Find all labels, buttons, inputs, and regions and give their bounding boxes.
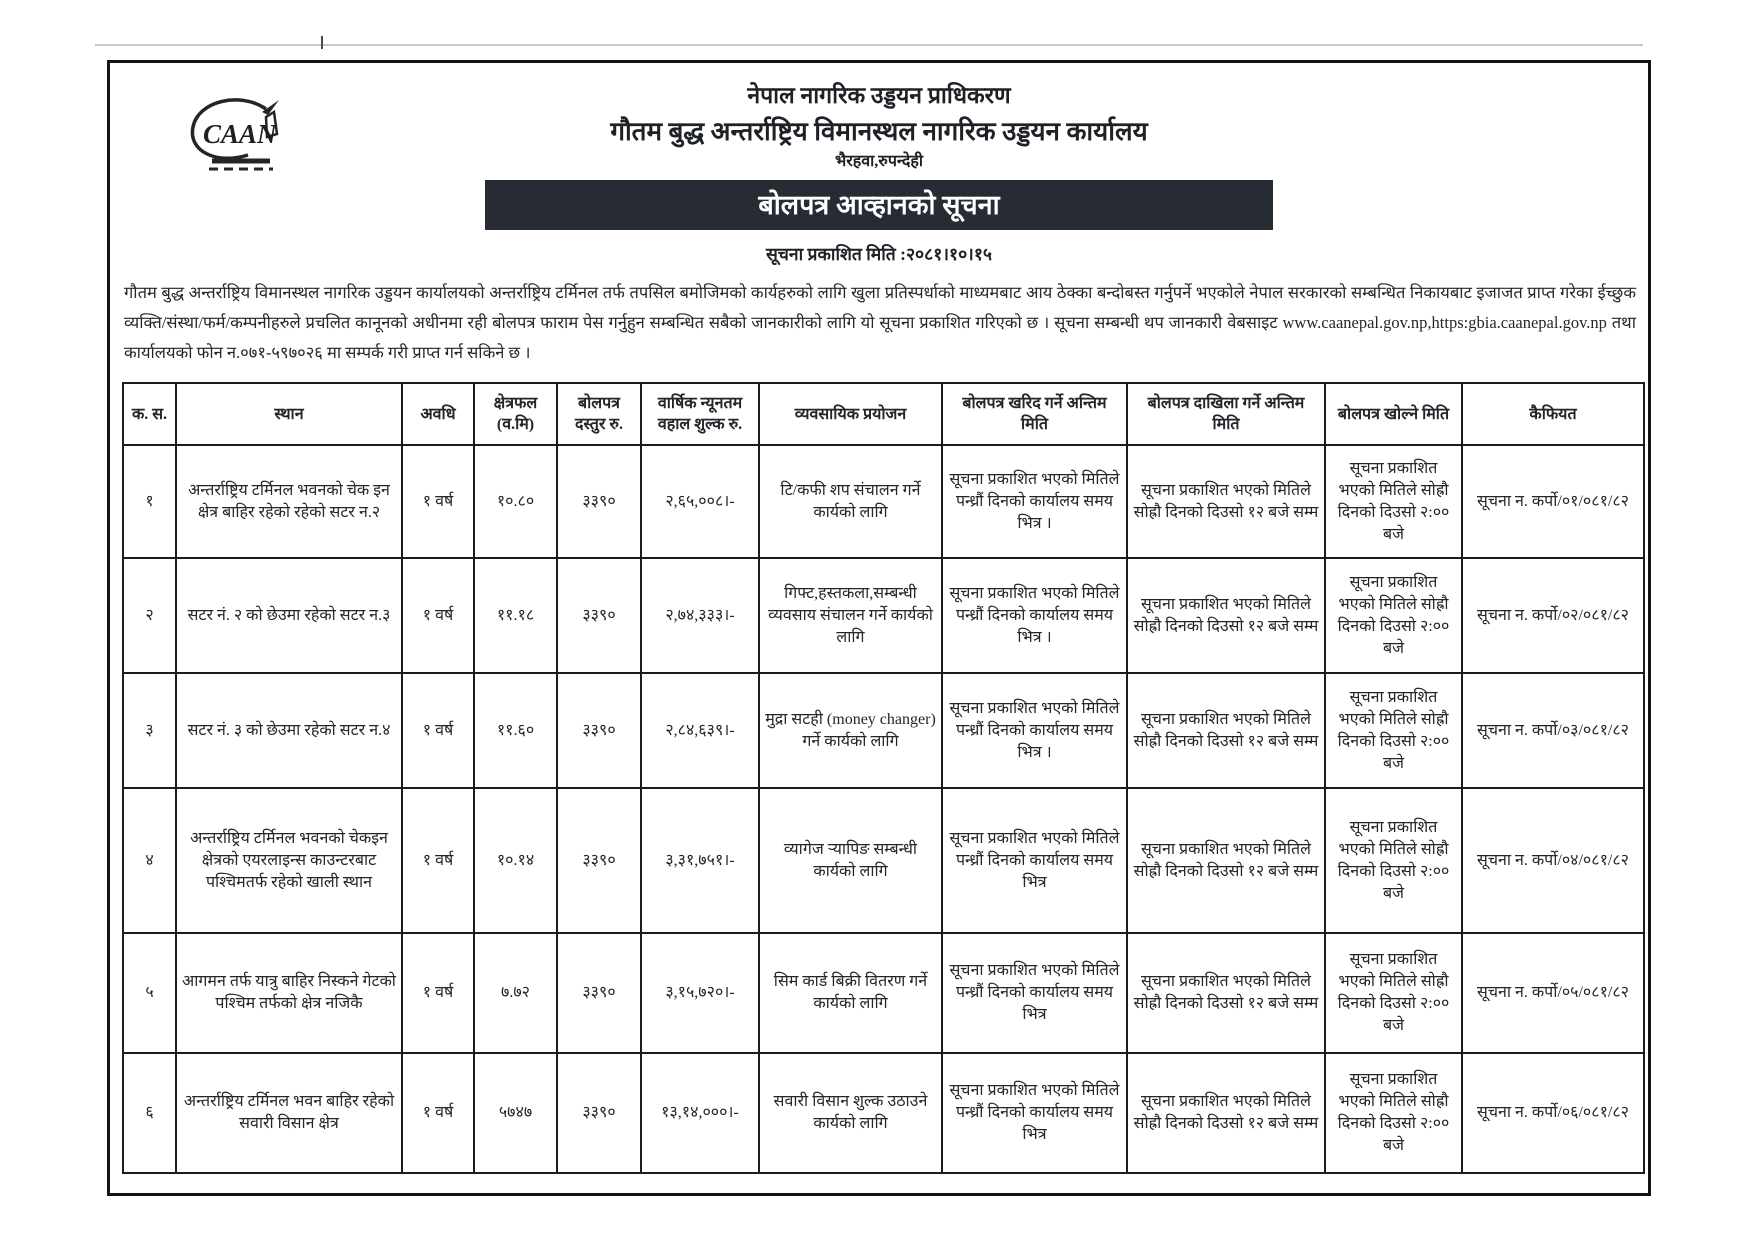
cell-remarks: सूचना न. कर्पो/०५/०८१/८२ bbox=[1462, 933, 1644, 1053]
cell-duration: १ वर्ष bbox=[402, 673, 474, 788]
col-header-duration: अवधि bbox=[402, 383, 474, 445]
cell-sn: ६ bbox=[123, 1053, 176, 1173]
cell-purpose: सिम कार्ड बिक्री वितरण गर्ने कार्यको लागि bbox=[759, 933, 942, 1053]
cell-submission-deadline: सूचना प्रकाशित भएको मितिले सोह्रौ दिनको दिउसो १२ बजे सम्म bbox=[1127, 673, 1325, 788]
cell-purchase-deadline: सूचना प्रकाशित भएको मितिले पन्ध्रौं दिनको कार्यालय समय भित्र । bbox=[942, 673, 1127, 788]
cell-opening-date: सूचना प्रकाशित भएको मितिले सोह्रौ दिनको दिउसो २:०० बजे bbox=[1325, 673, 1462, 788]
cell-sn: ५ bbox=[123, 933, 176, 1053]
table-row bbox=[123, 445, 1644, 558]
office-name: गौतम बुद्ध अन्तर्राष्ट्रिय विमानस्थल नागरिक उड्डयन कार्यालय bbox=[610, 117, 1148, 146]
cell-area: ७.७२ bbox=[474, 933, 557, 1053]
cell-annual-rent: २,६५,००८।- bbox=[641, 445, 759, 558]
svg-text:CAAN: CAAN bbox=[203, 119, 277, 149]
cell-area: १०.१४ bbox=[474, 788, 557, 933]
cell-remarks: सूचना न. कर्पो/०३/०८१/८२ bbox=[1462, 673, 1644, 788]
cell-annual-rent: २,७४,३३३।- bbox=[641, 558, 759, 673]
cell-submission-deadline: सूचना प्रकाशित भएको मितिले सोह्रौ दिनको दिउसो १२ बजे सम्म bbox=[1127, 445, 1325, 558]
table-row bbox=[123, 558, 1644, 673]
cell-opening-date: सूचना प्रकाशित भएको मितिले सोह्रौ दिनको दिउसो २:०० बजे bbox=[1325, 933, 1462, 1053]
cell-location: सटर नं. २ को छेउमा रहेको सटर न.३ bbox=[176, 558, 402, 673]
cell-location: सटर नं. ३ को छेउमा रहेको सटर न.४ bbox=[176, 673, 402, 788]
cell-purchase-deadline: सूचना प्रकाशित भएको मितिले पन्ध्रौं दिनको कार्यालय समय भित्र bbox=[942, 1053, 1127, 1173]
cell-opening-date: सूचना प्रकाशित भएको मितिले सोह्रौ दिनको दिउसो २:०० बजे bbox=[1325, 558, 1462, 673]
cell-location: अन्तर्राष्ट्रिय टर्मिनल भवन बाहिर रहेको सवारी विसान क्षेत्र bbox=[176, 1053, 402, 1173]
cell-opening-date: सूचना प्रकाशित भएको मितिले सोह्रौ दिनको दिउसो २:०० बजे bbox=[1325, 445, 1462, 558]
cell-remarks: सूचना न. कर्पो/०२/०८१/८२ bbox=[1462, 558, 1644, 673]
office-location: भैरहवा,रुपन्देही bbox=[834, 153, 924, 170]
notice-title-banner: बोलपत्र आव्हानको सूचना bbox=[485, 180, 1273, 230]
cell-fee: ३३९० bbox=[557, 673, 641, 788]
cell-purpose: गिफ्ट,हस्तकला,सम्बन्धी व्यवसाय संचालन गर्ने कार्यको लागि bbox=[759, 558, 942, 673]
cell-sn: २ bbox=[123, 558, 176, 673]
cell-purchase-deadline: सूचना प्रकाशित भएको मितिले पन्ध्रौं दिनको कार्यालय समय भित्र bbox=[942, 933, 1127, 1053]
table-row bbox=[123, 933, 1644, 1053]
cell-submission-deadline: सूचना प्रकाशित भएको मितिले सोह्रौ दिनको दिउसो १२ बजे सम्म bbox=[1127, 788, 1325, 933]
cell-purpose: टि/कफी शप संचालन गर्ने कार्यको लागि bbox=[759, 445, 942, 558]
cell-area: ११.६० bbox=[474, 673, 557, 788]
cell-purpose: सवारी विसान शुल्क उठाउने कार्यको लागि bbox=[759, 1053, 942, 1173]
cell-remarks: सूचना न. कर्पो/०१/०८१/८२ bbox=[1462, 445, 1644, 558]
col-header-location: स्थान bbox=[176, 383, 402, 445]
table-row bbox=[123, 1053, 1644, 1173]
col-header-purchase-deadline: बोलपत्र खरिद गर्ने अन्तिम मिति bbox=[942, 383, 1127, 445]
caan-logo-graphic bbox=[182, 93, 304, 181]
cell-duration: १ वर्ष bbox=[402, 445, 474, 558]
notice-body-paragraph: गौतम बुद्ध अन्तर्राष्ट्रिय विमानस्थल नागरिक उड्डयन कार्यालयको अन्तर्राष्ट्रिय टर्मिनल तर्फ तपसिल बमोजिमको कार्यहरुको लागि खुला प्रतिस्पर्धाको माध्यमबाट आय ठेक्का बन्दोबस्त गर्नुपर्ने भएकोले नेपाल सरकारको सम्बन्धित निकायबाट इजाजत प्राप्त गरेका ईच्छुक व्यक्ति/संस्था/फर्म/कम्पनीहरुले प्रचलित कानूनको अधीनमा रही बोलपत्र फाराम पेस गर्नुहुन सम्बन्धित सबैको जानकारीको लागि यो सूचना प्रकाशित गरिएको छ । सूचना सम्बन्धी थप जानकारी वेबसाइट www.caanepal.gov.np,https:gbia.caanepal.gov.np तथा कार्यालयको फोन न.०७१-५९७०२६ मा सम्पर्क गरी प्राप्त गर्न सकिने छ । bbox=[124, 283, 1636, 362]
cell-area: ११.१८ bbox=[474, 558, 557, 673]
cell-location: अन्तर्राष्ट्रिय टर्मिनल भवनको चेकइन क्षेत्रको एयरलाइन्स काउन्टरबाट पश्चिमतर्फ रहेको खाली स्थान bbox=[176, 788, 402, 933]
cell-annual-rent: ३,३१,७५१।- bbox=[641, 788, 759, 933]
col-header-sn: क. स. bbox=[123, 383, 176, 445]
cell-submission-deadline: सूचना प्रकाशित भएको मितिले सोह्रौ दिनको दिउसो १२ बजे सम्म bbox=[1127, 933, 1325, 1053]
cell-annual-rent: २,८४,६३९।- bbox=[641, 673, 759, 788]
cell-remarks: सूचना न. कर्पो/०६/०८१/८२ bbox=[1462, 1053, 1644, 1173]
cell-duration: १ वर्ष bbox=[402, 788, 474, 933]
cell-remarks: सूचना न. कर्पो/०४/०८१/८२ bbox=[1462, 788, 1644, 933]
cell-opening-date: सूचना प्रकाशित भएको मितिले सोह्रौ दिनको दिउसो २:०० बजे bbox=[1325, 788, 1462, 933]
col-header-submission-deadline: बोलपत्र दाखिला गर्ने अन्तिम मिति bbox=[1127, 383, 1325, 445]
cell-sn: ४ bbox=[123, 788, 176, 933]
cell-fee: ३३९० bbox=[557, 788, 641, 933]
cell-fee: ३३९० bbox=[557, 1053, 641, 1173]
published-date-line: सूचना प्रकाशित मिति :२०८१।१०।१५ bbox=[765, 244, 993, 264]
cell-sn: १ bbox=[123, 445, 176, 558]
notice-document bbox=[107, 60, 1651, 1196]
table-row bbox=[123, 673, 1644, 788]
col-header-area: क्षेत्रफल (व.मि) bbox=[474, 383, 557, 445]
cell-purpose: व्यागेज र्‍यापिङ सम्बन्धी कार्यको लागि bbox=[759, 788, 942, 933]
cell-purchase-deadline: सूचना प्रकाशित भएको मितिले पन्ध्रौं दिनको कार्यालय समय भित्र bbox=[942, 788, 1127, 933]
col-header-opening-date: बोलपत्र खोल्ने मिति bbox=[1325, 383, 1462, 445]
cell-purpose: मुद्रा सटही (money changer) गर्ने कार्यको लागि bbox=[759, 673, 942, 788]
cell-duration: १ वर्ष bbox=[402, 1053, 474, 1173]
cell-location: अन्तर्राष्ट्रिय टर्मिनल भवनको चेक इन क्षेत्र बाहिर रहेको रहेको सटर न.२ bbox=[176, 445, 402, 558]
scan-artifact-tick bbox=[321, 36, 323, 49]
cell-fee: ३३९० bbox=[557, 933, 641, 1053]
table-header-row bbox=[123, 383, 1644, 445]
organization-name: नेपाल नागरिक उड्डयन प्राधिकरण bbox=[747, 83, 1011, 108]
cell-area: १०.८० bbox=[474, 445, 557, 558]
cell-purchase-deadline: सूचना प्रकाशित भएको मितिले पन्ध्रौं दिनको कार्यालय समय भित्र । bbox=[942, 558, 1127, 673]
caan-logo bbox=[182, 93, 304, 181]
cell-submission-deadline: सूचना प्रकाशित भएको मितिले सोह्रौ दिनको दिउसो १२ बजे सम्म bbox=[1127, 558, 1325, 673]
tender-table bbox=[122, 382, 1645, 1174]
cell-area: ५७४७ bbox=[474, 1053, 557, 1173]
scan-artifact-topline bbox=[95, 44, 1643, 46]
cell-annual-rent: ३,१५,७२०।- bbox=[641, 933, 759, 1053]
col-header-fee: बोलपत्र दस्तुर रु. bbox=[557, 383, 641, 445]
cell-fee: ३३९० bbox=[557, 445, 641, 558]
cell-annual-rent: १३,१४,०००।- bbox=[641, 1053, 759, 1173]
cell-sn: ३ bbox=[123, 673, 176, 788]
col-header-remarks: कैफियत bbox=[1462, 383, 1644, 445]
cell-fee: ३३९० bbox=[557, 558, 641, 673]
cell-purchase-deadline: सूचना प्रकाशित भएको मितिले पन्ध्रौं दिनको कार्यालय समय भित्र । bbox=[942, 445, 1127, 558]
cell-submission-deadline: सूचना प्रकाशित भएको मितिले सोह्रौ दिनको दिउसो १२ बजे सम्म bbox=[1127, 1053, 1325, 1173]
cell-duration: १ वर्ष bbox=[402, 558, 474, 673]
cell-location: आगमन तर्फ यात्रु बाहिर निस्कने गेटको पश्चिम तर्फको क्षेत्र नजिकै bbox=[176, 933, 402, 1053]
col-header-annual-rent: वार्षिक न्यूनतम वहाल शुल्क रु. bbox=[641, 383, 759, 445]
cell-opening-date: सूचना प्रकाशित भएको मितिले सोह्रौ दिनको दिउसो २:०० बजे bbox=[1325, 1053, 1462, 1173]
table-row bbox=[123, 788, 1644, 933]
col-header-purpose: व्यवसायिक प्रयोजन bbox=[759, 383, 942, 445]
cell-duration: १ वर्ष bbox=[402, 933, 474, 1053]
